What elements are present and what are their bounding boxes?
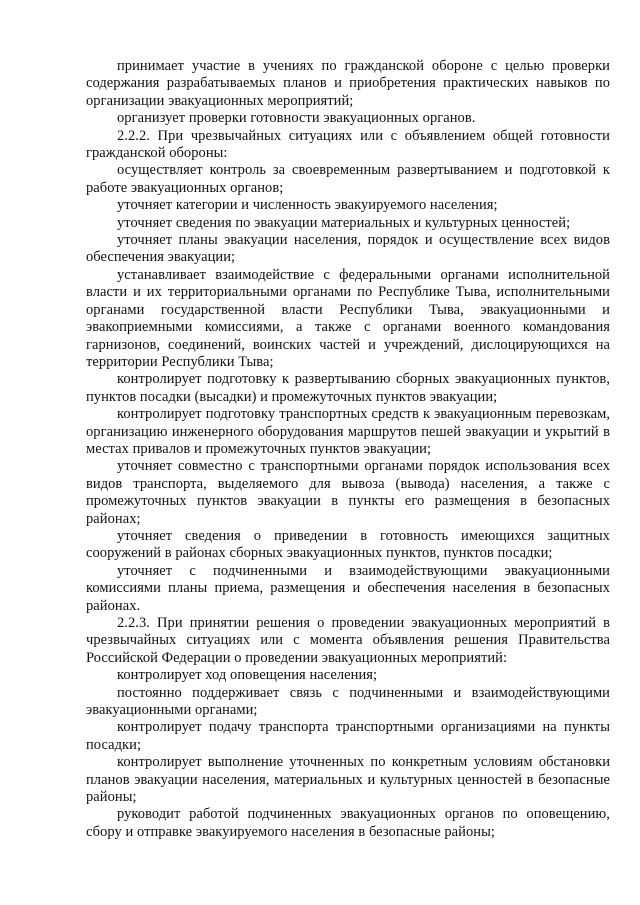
paragraph-13: уточняет с подчиненными и взаимодействующими эвакуационными комиссиями планы приема, размещения и обеспечения населения в безопасных районах. (86, 562, 610, 614)
paragraph-6: уточняет сведения по эвакуации материальных и культурных ценностей; (117, 214, 571, 231)
paragraph-18: контролирует выполнение уточненных по конкретным условиям обстановки планов эвакуации населения, материальных и культурных ценностей в безопасные районы; (86, 754, 610, 806)
paragraph-19: руководит работой подчиненных эвакуационных органов по оповещению, сбору и отправке эвакуируемого населения в безопасные районы; (86, 806, 610, 840)
paragraph-16: постоянно поддерживает связь с подчиненными и взаимодействующими эвакуационными органами; (86, 684, 610, 719)
paragraph-15: контролирует ход оповещения населения; (117, 667, 378, 684)
paragraph-7: уточняет планы эвакуации населения, порядок и осуществление всех видов обеспечения эвакуации; (86, 232, 610, 266)
paragraph-1: принимает участие в учениях по гражданской обороне с целью проверки содержания разрабатываемых планов и приобретения практических навыков по организации эвакуационных мероприятий; (86, 58, 610, 109)
paragraph-5: уточняет категории и численность эвакуируемого населения; (117, 197, 498, 214)
paragraph-17: контролирует подачу транспорта транспортными организациями на пункты посадки; (86, 719, 610, 753)
paragraph-8: устанавливает взаимодействие с федеральными органами исполнительной власти и их территориальными органами по Республике Тыва, исполнительными органами государственной власти Республики Тыва, эвакуационными и эвакоприемными комиссиями, а также с органами военного командования гарнизонов, соединений, воинских частей и учреждений, дислоцирующихся на территории Республики Тыва; (86, 266, 610, 370)
paragraph-4: осуществляет контроль за своевременным развертыванием и подготовкой к работе эвакуационных органов; (86, 162, 610, 196)
paragraph-9: контролирует подготовку к развертыванию сборных эвакуационных пунктов, пунктов посадки (высадки) и промежуточных пунктов эвакуации; (86, 371, 610, 405)
paragraph-12: уточняет сведения о приведении в готовность имеющихся защитных сооружений в районах сборных эвакуационных пунктов, пунктов посадки; (86, 527, 610, 562)
paragraph-2: организует проверки готовности эвакуационных органов. (117, 110, 476, 127)
section-heading-2-2-2: 2.2.2. При чрезвычайных ситуациях или с объявлением общей готовности гражданской обороны: (86, 127, 610, 162)
document-body (86, 58, 610, 841)
section-heading-2-2-3: 2.2.3. При принятии решения о проведении эвакуационных мероприятий в чрезвычайных ситуациях или с момента объявления решения Правительства Российской Федерации о проведении эвакуационных мероприятий: (86, 615, 610, 666)
paragraph-11: уточняет совместно с транспортными органами порядок использования всех видов транспорта, выделяемого для вывоза (вывода) населения, а также с промежуточных пунктов эвакуации в пункты его размещения в безопасных районах; (86, 458, 610, 527)
paragraph-10: контролирует подготовку транспортных средств к эвакуационным перевозкам, организацию инженерного оборудования маршрутов пешей эвакуации и укрытий в местах привалов и промежуточных пунктов эвакуации; (86, 406, 610, 457)
